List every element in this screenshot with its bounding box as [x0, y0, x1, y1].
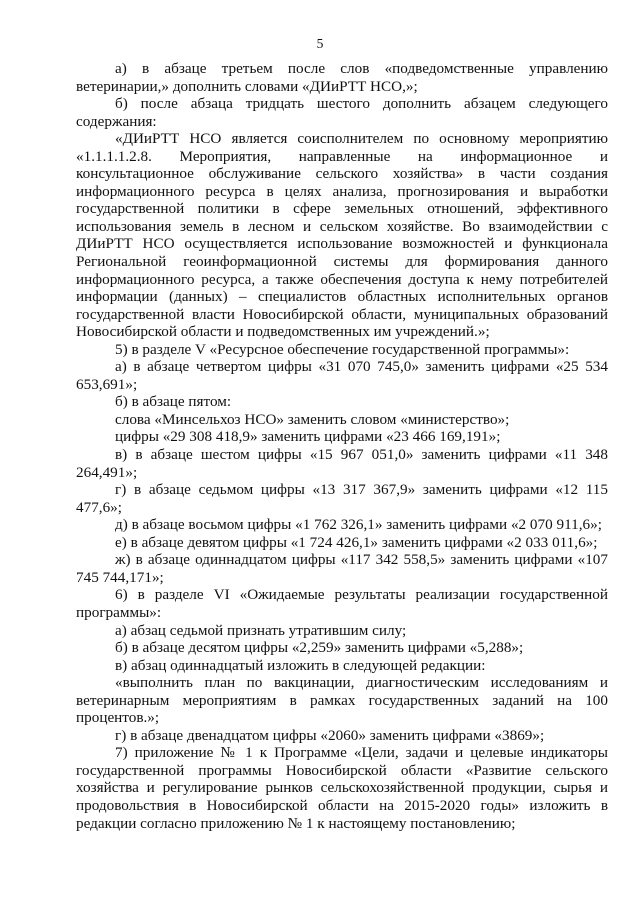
paragraph-section-v: 5) в разделе V «Ресурсное обеспечение государственной программы»:: [115, 340, 570, 358]
paragraph-v-g: г) в абзаце седьмом цифры «13 317 367,9» заменить цифрами «12 115 477,6»;: [76, 481, 608, 516]
paragraph-v-a: а) в абзаце четвертом цифры «31 070 745,0» заменить цифрами «25 534 653,691»;: [76, 358, 608, 393]
paragraph-item-b-insert: б) после абзаца тридцать шестого дополнить абзацем следующего содержания:: [76, 95, 608, 130]
paragraph-v-b-words: слова «Минсельхоз НСО» заменить словом «министерство»;: [115, 410, 510, 428]
paragraph-item-a-third: а) в абзаце третьем после слов «подведомственные управлению ветеринарии,» дополнить словами «ДИиРТТ НСО,»;: [76, 60, 608, 95]
paragraph-v-e: е) в абзаце девятом цифры «1 724 426,1» заменить цифрами «2 033 011,6»;: [115, 533, 598, 551]
paragraph-v-d: д) в абзаце восьмом цифры «1 762 326,1» заменить цифрами «2 070 911,6»;: [115, 516, 602, 534]
paragraph-vi-b: б) в абзаце десятом цифры «2,259» заменить цифрами «5,288»;: [115, 639, 524, 657]
page-number: 5: [316, 36, 324, 51]
paragraph-section-vi: 6) в разделе VI «Ожидаемые результаты реализации государственной программы»:: [76, 586, 608, 621]
document-body: [76, 60, 608, 832]
paragraph-vi-v-quote: «выполнить план по вакцинации, диагностическим исследованиям и ветеринарным мероприятиям в рамках государственных заданий на 100 процентов.»;: [76, 674, 608, 727]
paragraph-v-b-figures: цифры «29 308 418,9» заменить цифрами «23 466 169,191»;: [115, 428, 501, 446]
paragraph-quoted-insert: «ДИиРТТ НСО является соисполнителем по основному мероприятию «1.1.1.1.2.8. Мероприятия, направленные на информационное и консультационное обслуживание сельского хозяйства» в части создания информационного ресурса в целях анализа, прогнозирования и выработки государственной политики в сфере земельных отношений, эффективного использования земель в лесном и сельском хозяйстве. Во взаимодействии с ДИиРТТ НСО осуществляется использование возможностей и функционала Региональной геоинформационной системы для формирования данного информационного ресурса, а также обеспечения доступа к нему потребителей информации (данных) – специалистов областных исполнительных органов государственной власти Новосибирской области, муниципальных образований Новосибирской области и подведомственных им учреждений.»;: [76, 130, 608, 341]
paragraph-v-zh: ж) в абзаце одиннадцатом цифры «117 342 558,5» заменить цифрами «107 745 744,171»;: [76, 551, 608, 586]
paragraph-item-7-appendix: 7) приложение № 1 к Программе «Цели, задачи и целевые индикаторы государственной программы Новосибирской области «Развитие сельского хозяйства и регулирование рынков сельскохозяйственной продукции, сырья и продовольствия в Новосибирской области на 2015-2020 годы» изложить в редакции согласно приложению № 1 к настоящему постановлению;: [76, 744, 608, 832]
paragraph-vi-g: г) в абзаце двенадцатом цифры «2060» заменить цифрами «3869»;: [115, 726, 545, 744]
paragraph-v-v: в) в абзаце шестом цифры «15 967 051,0» заменить цифрами «11 348 264,491»;: [76, 446, 608, 481]
paragraph-vi-v: в) абзац одиннадцатый изложить в следующей редакции:: [115, 656, 486, 674]
paragraph-v-b: б) в абзаце пятом:: [115, 393, 232, 411]
paragraph-vi-a: а) абзац седьмой признать утратившим силу;: [115, 621, 407, 639]
